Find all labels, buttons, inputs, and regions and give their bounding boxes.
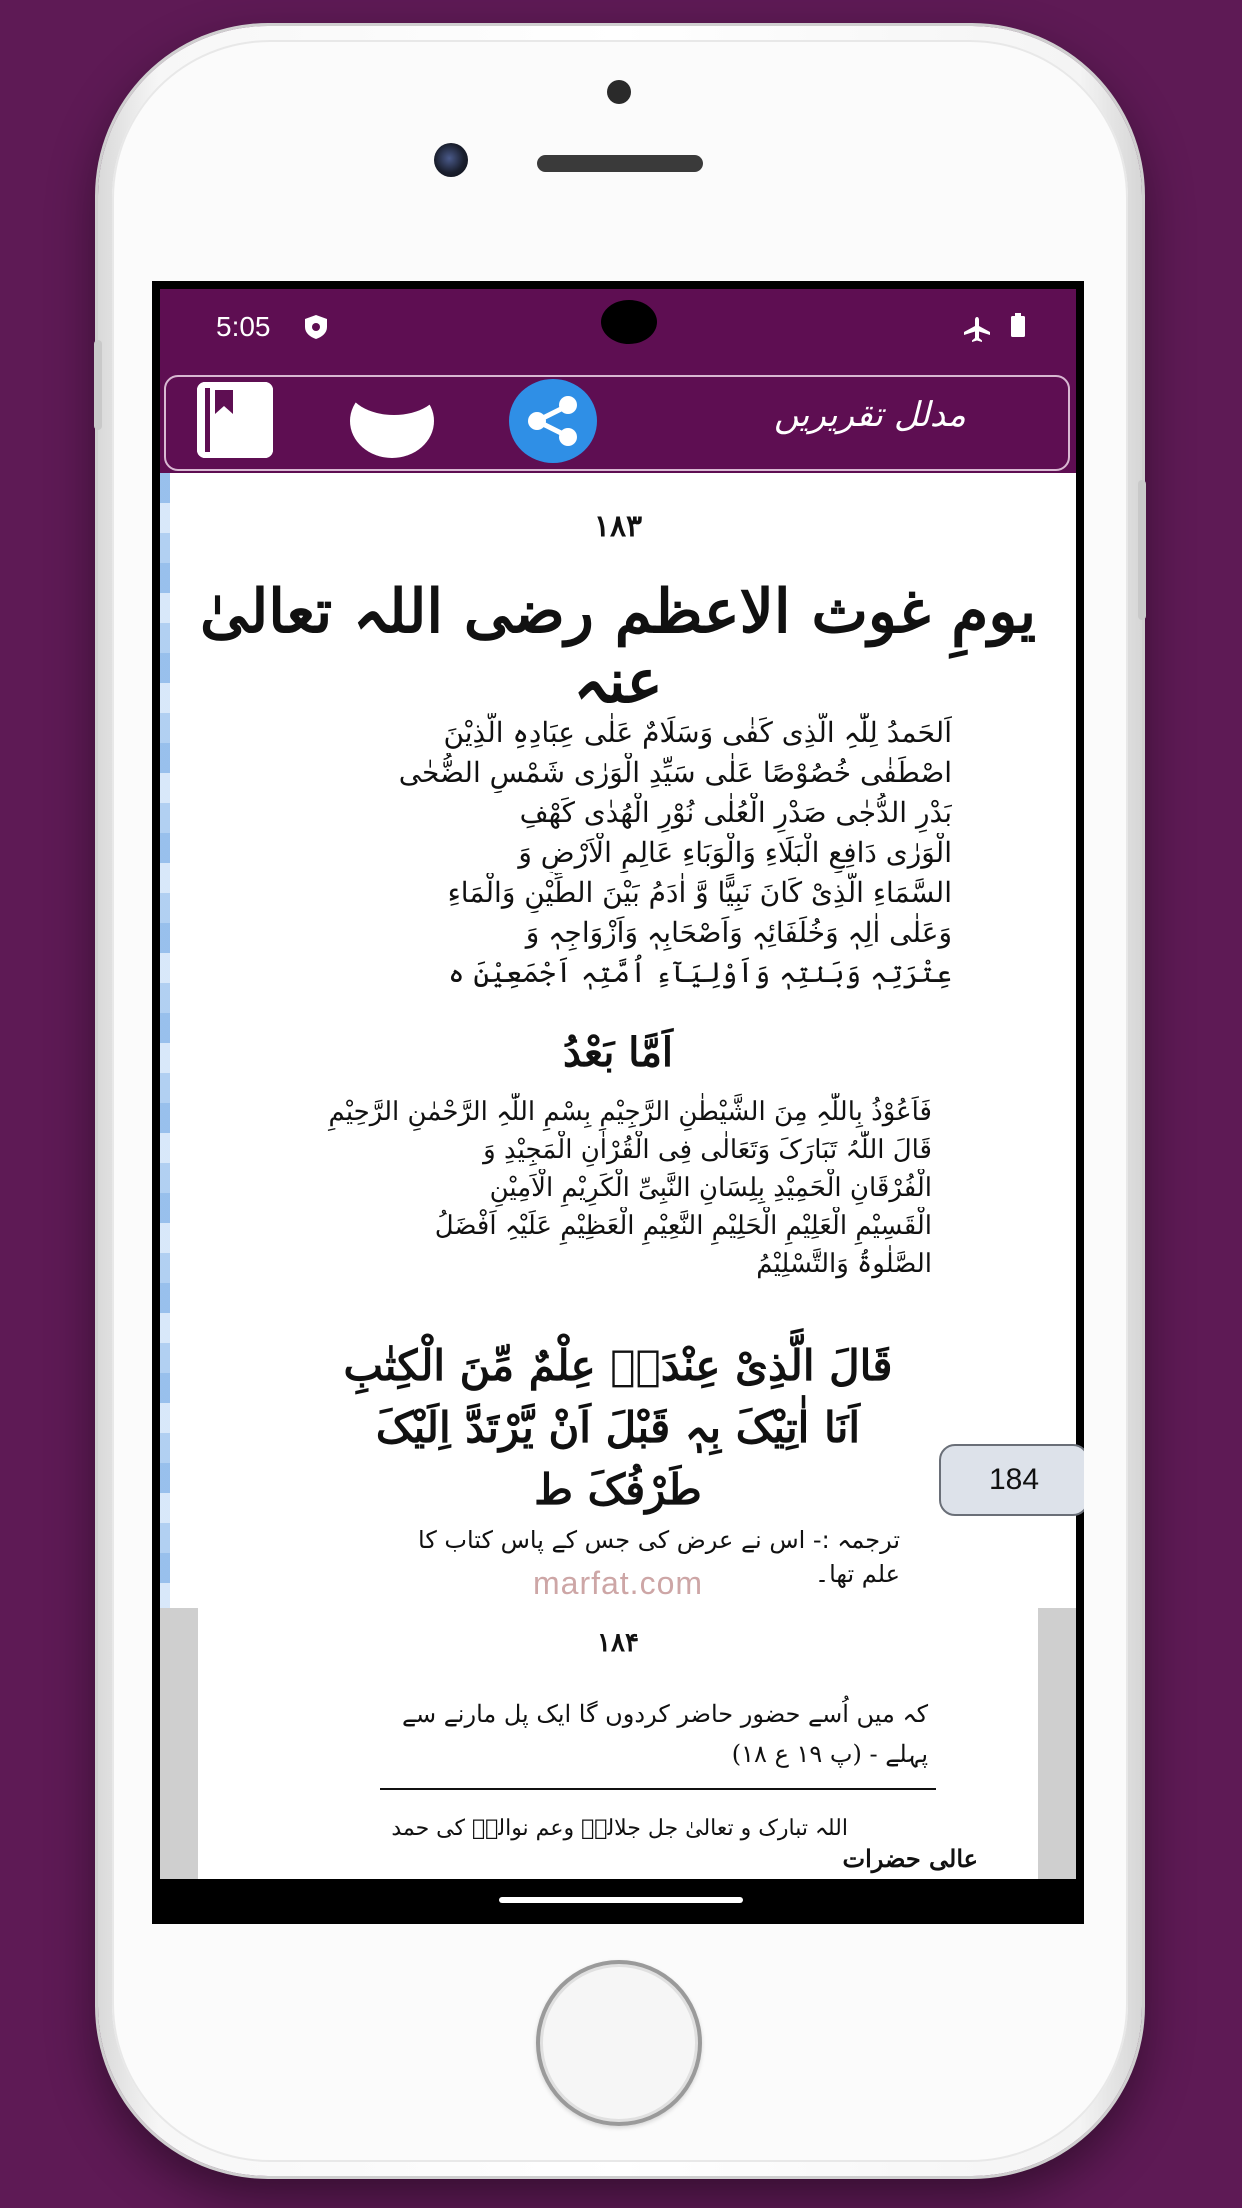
page-number: ۱۸۴	[597, 1628, 639, 1658]
moon-icon	[348, 381, 436, 461]
text-line: قَالَ اللّٰہُ تَبَارَکَ وَتَعَالٰی فِی الْقُرْاٰنِ الْمَجِیْدِ وَ	[483, 1135, 932, 1165]
shield-icon	[302, 313, 330, 345]
text-line: الْقَسِیْمِ الْعَلِیْمِ الْحَلِیْمِ النَّعِیْمِ الْعَظِیْمِ عَلَیْہِ اَفْضَلُ	[434, 1211, 932, 1241]
navigation-bar	[152, 1879, 1084, 1924]
share-icon	[509, 379, 597, 463]
text-line: الصَّلٰوۃُ وَالتَّسْلِیْمُ	[756, 1249, 932, 1279]
verse-line: قَالَ الَّذِیْ عِنْدَہٗ عِلْمٌ مِّنَ الْکِتٰبِ	[343, 1341, 893, 1390]
bookmark-button[interactable]	[197, 382, 273, 458]
translation-line: ترجمہ :- اس نے عرض کی جس کے پاس کتاب کا	[418, 1526, 900, 1554]
text-line: اصْطَفٰی خُصُوْصًا عَلٰی سَیِّدِ الْوَرٰی شَمْسِ الضُّحٰی	[398, 756, 952, 789]
page-heading: یومِ غوث الاعظم رضی اللہ تعالیٰ عنہ	[199, 577, 1037, 717]
battery-icon	[1011, 313, 1025, 337]
phone-volume-button	[94, 340, 102, 430]
home-gesture-handle[interactable]	[499, 1897, 743, 1903]
text-line: بَدْرِ الدُّجٰی صَدْرِ الْعُلٰی نُوْرِ الْھُدٰی کَھْفِ	[519, 796, 952, 829]
night-mode-button[interactable]	[348, 381, 436, 461]
text-line: الْفُرْقَانِ الْحَمِیْدِ بِلِسَانِ النَّبِیِّ الْکَرِیْمِ الْاَمِیْنِ	[489, 1173, 932, 1203]
book-page	[160, 473, 1076, 1608]
front-camera	[434, 143, 468, 177]
quran-verse	[320, 1335, 916, 1521]
text-line: وَعَلٰی اٰلِہٖ وَخُلَفَائِہٖ وَاَصْحَابِہٖ وَاَزْوَاجِہٖ وَ	[525, 916, 952, 949]
screen	[152, 281, 1084, 1924]
bookmark-icon	[197, 382, 273, 458]
text-line: السَّمَاءِ الَّذِیْ کَانَ نَبِیًّا وَّ اٰدَمُ بَیْنَ الطِّیْنِ وَالْمَاءِ	[447, 876, 952, 909]
airplane-mode-icon	[962, 315, 992, 347]
translation-line: علم تھا۔	[815, 1560, 900, 1588]
opening-prayer	[290, 713, 952, 993]
text-line: عالی حضرات	[842, 1844, 978, 1873]
page-number: ۱۸۳	[593, 509, 643, 544]
share-button[interactable]	[509, 379, 597, 463]
text-line: الْوَرٰی دَافِعِ الْبَلَاءِ وَالْوَبَاءِ عَالِمِ الْاَرْضِ وَ	[518, 836, 952, 869]
book-reader[interactable]	[160, 473, 1076, 1879]
text-line: کہ میں اُسے حضور حاضر کردوں گا ایک پل مارنے سے	[401, 1700, 928, 1728]
text-line: پہلے - (پ ۱۹ ع ۱۸)	[731, 1740, 928, 1768]
verse-line: طَرْفُکَ ط	[534, 1465, 702, 1514]
divider	[380, 1788, 936, 1790]
app-title: مدلل تقریریں	[774, 395, 966, 435]
camera-cutout	[601, 300, 657, 344]
home-button[interactable]	[536, 1960, 702, 2126]
proximity-sensor	[607, 80, 631, 104]
watermark: marfat.com	[532, 1565, 704, 1601]
status-time: 5:05	[216, 311, 271, 342]
text-line: اللہ تبارک و تعالیٰ جل جلالہٗ وعم نوالہٗ کی حمد	[391, 1816, 848, 1841]
earpiece-speaker	[537, 155, 703, 172]
section-heading: اَمَّا بَعْدُ	[562, 1029, 674, 1076]
text-line: فَاَعُوْذُ بِاللّٰہِ مِنَ الشَّیْطٰنِ الرَّجِیْمِ بِسْمِ اللّٰہِ الرَّحْمٰنِ الرَّحِیْمِ	[328, 1097, 932, 1127]
page-number-indicator[interactable]: 184	[939, 1444, 1084, 1516]
verse-line: اَنَا اٰتِیْکَ بِہٖ قَبْلَ اَنْ یَّرْتَدَّ اِلَیْکَ	[375, 1403, 861, 1452]
app-toolbar	[160, 369, 1076, 473]
book-page-next	[198, 1608, 1038, 1879]
text-line: عِتْرَتِہٖ وَبَنٰتِہٖ وَاَوْلِیَآءِ اُمَّتِہٖ اَجْمَعِیْنَ ہ	[448, 956, 952, 989]
status-bar	[160, 289, 1076, 369]
text-line: اَلحَمدُ لِلّٰہِ الَّذِی کَفٰی وَسَلَامٌ عَلٰی عِبَادِہِ الَّذِیْنَ	[443, 716, 952, 749]
phone-power-button	[1138, 480, 1146, 620]
invocation-paragraph	[280, 1093, 932, 1283]
